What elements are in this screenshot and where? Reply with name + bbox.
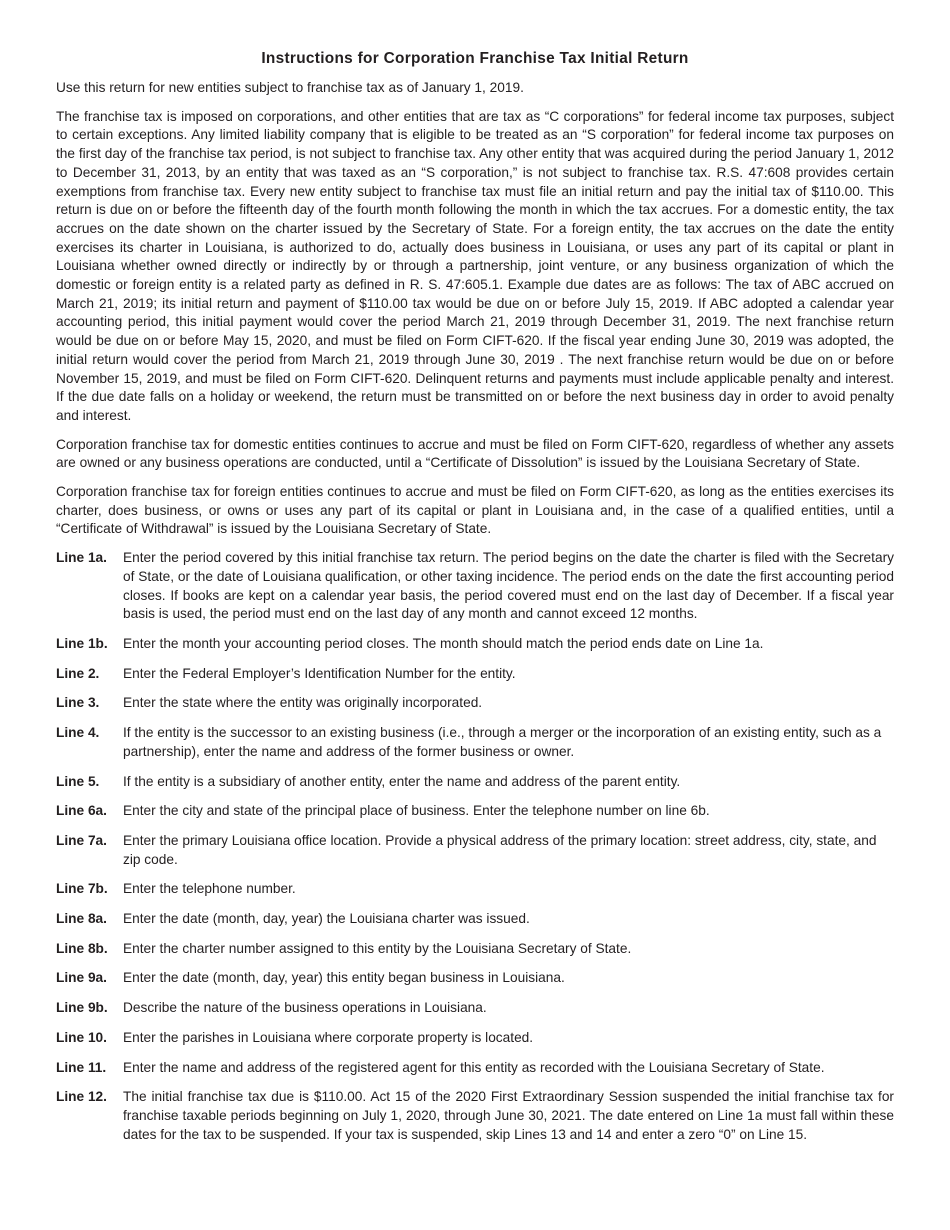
line-item-7a: [56, 832, 894, 869]
line-label: Line 9b.: [56, 1000, 108, 1016]
line-text: Enter the Federal Employer’s Identification Number for the entity.: [123, 665, 516, 681]
foreign-entities-paragraph: Corporation franchise tax for foreign entities continues to accrue and must be filed on Form CIFT-620, as long as the entities exercises its charter, does business, or owns or uses any part of its capital or plant in Louisiana and, in the case of a qualified entities, until a “Certificate of Withdrawal” is issued by the Louisiana Secretary of State.: [56, 484, 894, 537]
line-item-7b: [56, 880, 894, 899]
line-item-5: [56, 773, 894, 792]
line-item-1b: [56, 635, 894, 654]
line-item-4: [56, 724, 894, 761]
line-label: Line 1a.: [56, 550, 107, 566]
line-label: Line 3.: [56, 695, 100, 711]
line-text: Enter the name and address of the registered agent for this entity as recorded with the Louisiana Secretary of State.: [123, 1059, 825, 1075]
line-item-12: [56, 1088, 894, 1144]
domestic-entities-paragraph: Corporation franchise tax for domestic entities continues to accrue and must be filed on Form CIFT-620, regardless of whether any assets are owned or any business operations are conducted, until a “Certificate of Dissolution” is issued by the Louisiana Secretary of State.: [56, 436, 894, 471]
line-label: Line 6a.: [56, 803, 107, 819]
line-item-9b: [56, 999, 894, 1018]
line-text: Enter the date (month, day, year) this entity began business in Louisiana.: [123, 970, 565, 986]
line-label: Line 2.: [56, 665, 100, 681]
line-text: If the entity is a subsidiary of another entity, enter the name and address of the parent entity.: [123, 773, 681, 789]
line-item-3: [56, 694, 894, 713]
intro-paragraph: Use this return for new entities subject to franchise tax as of January 1, 2019.: [56, 80, 524, 95]
line-label: Line 1b.: [56, 635, 108, 651]
line-text: The initial franchise tax due is $110.00. Act 15 of the 2020 First Extraordinary Session suspended the initial franchise tax for franchise taxable periods beginning on July 1, 2020, through June 30, 2021. The date entered on Line 1a must fall within these dates for the tax to be suspended. If your tax is suspended, skip Lines 13 and 14 and enter a zero “0” on Line 15.: [123, 1089, 894, 1142]
line-item-8b: [56, 940, 894, 959]
line-text: Enter the parishes in Louisiana where corporate property is located.: [123, 1029, 534, 1045]
line-label: Line 5.: [56, 773, 100, 789]
line-item-10: [56, 1029, 894, 1048]
line-item-9a: [56, 969, 894, 988]
line-item-11: [56, 1059, 894, 1078]
line-label: Line 11.: [56, 1059, 107, 1075]
page-title: Instructions for Corporation Franchise Tax Initial Return: [261, 50, 689, 67]
line-label: Line 7b.: [56, 881, 108, 897]
line-text: Enter the charter number assigned to this entity by the Louisiana Secretary of State.: [123, 940, 632, 956]
line-item-6a: [56, 802, 894, 821]
line-text: Describe the nature of the business operations in Louisiana.: [123, 1000, 487, 1016]
line-item-2: [56, 665, 894, 684]
line-label: Line 8b.: [56, 940, 108, 956]
line-instructions-list: [56, 549, 894, 1144]
line-text: Enter the state where the entity was originally incorporated.: [123, 695, 483, 711]
franchise-tax-paragraph: The franchise tax is imposed on corporations, and other entities that are tax as “C corporations” for federal income tax purposes, subject to certain exceptions. Any limited liability company that is eligible to be treated as an “S corporation” for federal income tax purposes on the first day of the franchise tax period, is not subject to franchise tax. Any other entity that was acquired during the period January 1, 2012 to December 31, 2013, by an entity that was taxed as an “S corporation,” is not subject to franchise tax. R.S. 47:608 provides certain exemptions from franchise tax. Every new entity subject to franchise tax must file an initial return and pay the initial tax of $110.00. This return is due on or before the fifteenth day of the fourth month following the month in which the tax accrues. For a domestic entity, the tax accrues on the date shown on the charter issued by the Secretary of State. For a foreign entity, the tax accrues on the date the entity exercises its charter in Louisiana, is authorized to do, actually does business in Louisiana, or uses any part of its capital or plant in Louisiana whether owned directly or indirectly by or through a partnership, joint venture, or any business organization of which the domestic or foreign entity is a related party as defined in R. S. 47:605.1. Example due dates are as follows: The tax of ABC accrued on March 21, 2019; its initial return and payment of $110.00 tax would be due on or before July 15, 2019. If ABC adopted a calendar year accounting period, this initial payment would cover the period March 21, 2019 through December 31, 2019. The next franchise return would be due on or before May 15, 2020, and must be filed on Form CIFT-620. If the fiscal year ending June 30, 2019 was adopted, the initial return would cover the period from March 21, 2019 through June 30, 2019 . The next franchise return would be due on or before November 15, 2019, and must be filed on Form CIFT-620. Delinquent returns and payments must include applicable penalty and interest. If the due date falls on a holiday or weekend, the return must be transmitted on or before the next business day in order to avoid penalty and interest.: [56, 108, 894, 423]
line-label: Line 4.: [56, 725, 100, 741]
line-text: Enter the date (month, day, year) the Louisiana charter was issued.: [123, 911, 530, 927]
line-label: Line 10.: [56, 1029, 107, 1045]
line-text: Enter the month your accounting period closes. The month should match the period ends date on Line 1a.: [123, 635, 764, 651]
line-item-1a: [56, 549, 894, 624]
line-text: Enter the city and state of the principal place of business. Enter the telephone number on line 6b.: [123, 803, 710, 819]
line-label: Line 9a.: [56, 970, 107, 986]
line-text: Enter the period covered by this initial franchise tax return. The period begins on the date the charter is filed with the Secretary of State, or the date of Louisiana qualification, or other taxing incidence. The period ends on the date the first accounting period closes. If books are kept on a calendar year basis, the period covered must end on the last day of December. If a fiscal year basis is used, the period must end on the last day of any month and cannot exceed 12 months.: [123, 550, 894, 622]
line-label: Line 12.: [56, 1089, 107, 1105]
line-label: Line 8a.: [56, 911, 107, 927]
line-label: Line 7a.: [56, 832, 107, 848]
line-item-8a: [56, 910, 894, 929]
line-text: Enter the primary Louisiana office location. Provide a physical address of the primary location: street address, city, state, and zip code.: [123, 832, 877, 867]
line-text: If the entity is the successor to an existing business (i.e., through a merger or the incorporation of an existing entity, such as a partnership), enter the name and address of the former business or owner.: [123, 725, 882, 759]
line-text: Enter the telephone number.: [123, 881, 296, 897]
